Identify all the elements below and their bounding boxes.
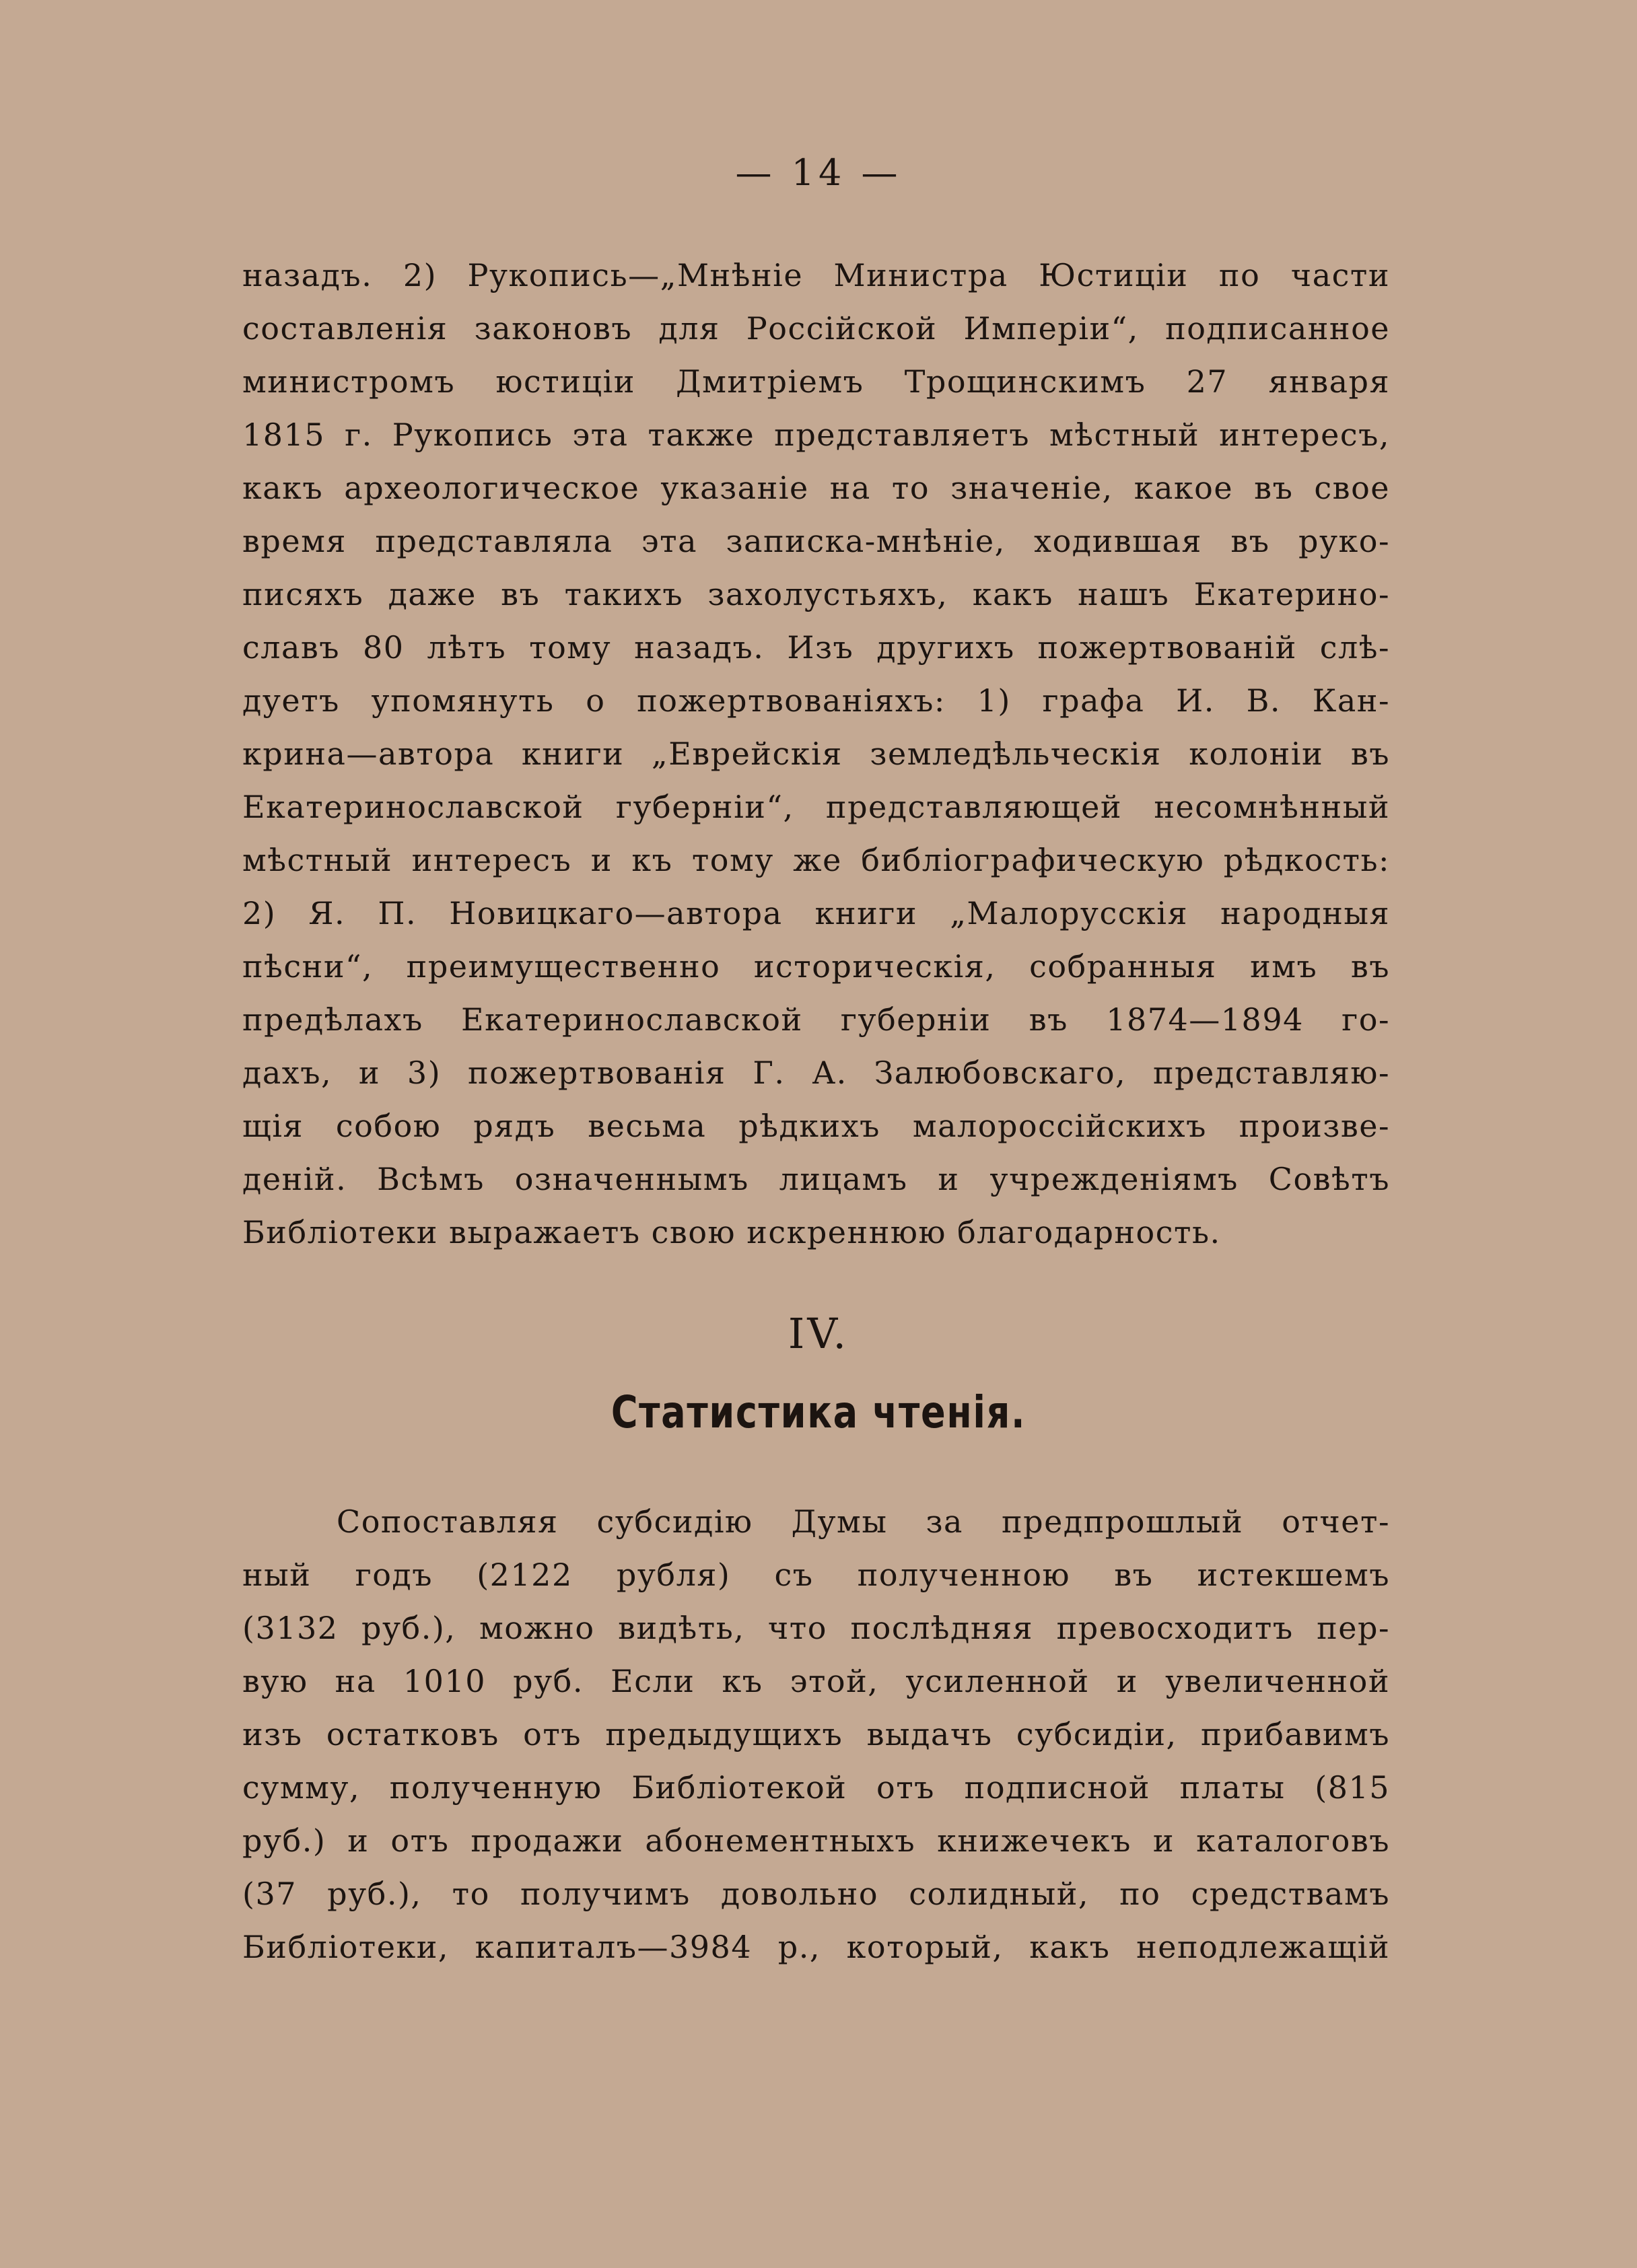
text-line: дахъ, и 3) пожертвованія Г. А. Залюбовскаго, представляю-: [242, 1055, 1390, 1091]
text-line: деній. Всѣмъ означеннымъ лицамъ и учрежденіямъ Совѣтъ: [242, 1161, 1390, 1197]
text-line: министромъ юстиціи Дмитріемъ Трощинскимъ 27 января: [242, 363, 1390, 400]
text-line: 2) Я. П. Новицкаго—автора книги „Малорусскія народныя: [242, 895, 1390, 931]
text-line: крина—автора книги „Еврейскія земледѣльческія колоніи въ: [242, 736, 1390, 772]
text-line: изъ остатковъ отъ предыдущихъ выдачъ субсидіи, прибавимъ: [242, 1716, 1390, 1752]
section-number: IV.: [788, 1309, 849, 1358]
text-line: Екатеринославской губерніи“, представляющей несомнѣнный: [242, 789, 1390, 825]
text-line: ный годъ (2122 рубля) съ полученною въ истекшемъ: [242, 1557, 1390, 1593]
text-line: Сопоставляя субсидію Думы за предпрошлый отчет-: [337, 1503, 1390, 1540]
text-line: (37 руб.), то получимъ довольно солидный, по средствамъ: [242, 1876, 1390, 1912]
paragraph-donations: [242, 249, 1390, 1259]
text-line: (3132 руб.), можно видѣть, что послѣдняя превосходитъ пер-: [242, 1610, 1390, 1646]
text-line: мѣстный интересъ и къ тому же библіографическую рѣдкость:: [242, 842, 1390, 878]
text-line: пѣсни“, преимущественно историческія, собранныя имъ въ: [242, 948, 1390, 985]
text-line: Библіотеки выражаетъ свою искреннюю благодарность.: [242, 1214, 1221, 1250]
text-line: писяхъ даже въ такихъ захолустьяхъ, какъ нашъ Екатерино-: [242, 576, 1390, 612]
text-line: руб.) и отъ продажи абонементныхъ книжечекъ и каталоговъ: [242, 1822, 1390, 1859]
text-line: предѣлахъ Екатеринославской губерніи въ 1874—1894 го-: [242, 1001, 1390, 1038]
section-title: Статистика чтенія.: [611, 1386, 1026, 1438]
text-line: дуетъ упомянуть о пожертвованіяхъ: 1) графа И. В. Кан-: [242, 682, 1390, 719]
text-line: сумму, полученную Библіотекой отъ подписной платы (815: [242, 1769, 1390, 1806]
text-line: щія собою рядъ весьма рѣдкихъ малороссійскихъ произве-: [242, 1108, 1390, 1144]
text-line: Библіотеки, капиталъ—3984 р., который, какъ неподлежащій: [242, 1929, 1390, 1965]
text-line: составленія законовъ для Россійской Имперіи“, подписанное: [242, 310, 1390, 347]
text-line: время представляла эта записка-мнѣніе, ходившая въ руко-: [242, 523, 1390, 559]
page-number: — 14 —: [735, 151, 902, 194]
text-line: вую на 1010 руб. Если къ этой, усиленной и увеличенной: [242, 1663, 1390, 1699]
paragraph-statistics: [242, 1495, 1390, 1974]
text-line: назадъ. 2) Рукопись—„Мнѣніе Министра Юстиціи по части: [242, 257, 1390, 293]
text-line: 1815 г. Рукопись эта также представляетъ мѣстный интересъ,: [242, 417, 1390, 453]
text-line: славъ 80 лѣтъ тому назадъ. Изъ другихъ пожертвованій слѣ-: [242, 629, 1390, 666]
text-line: какъ археологическое указаніе на то значеніе, какое въ свое: [242, 470, 1390, 506]
